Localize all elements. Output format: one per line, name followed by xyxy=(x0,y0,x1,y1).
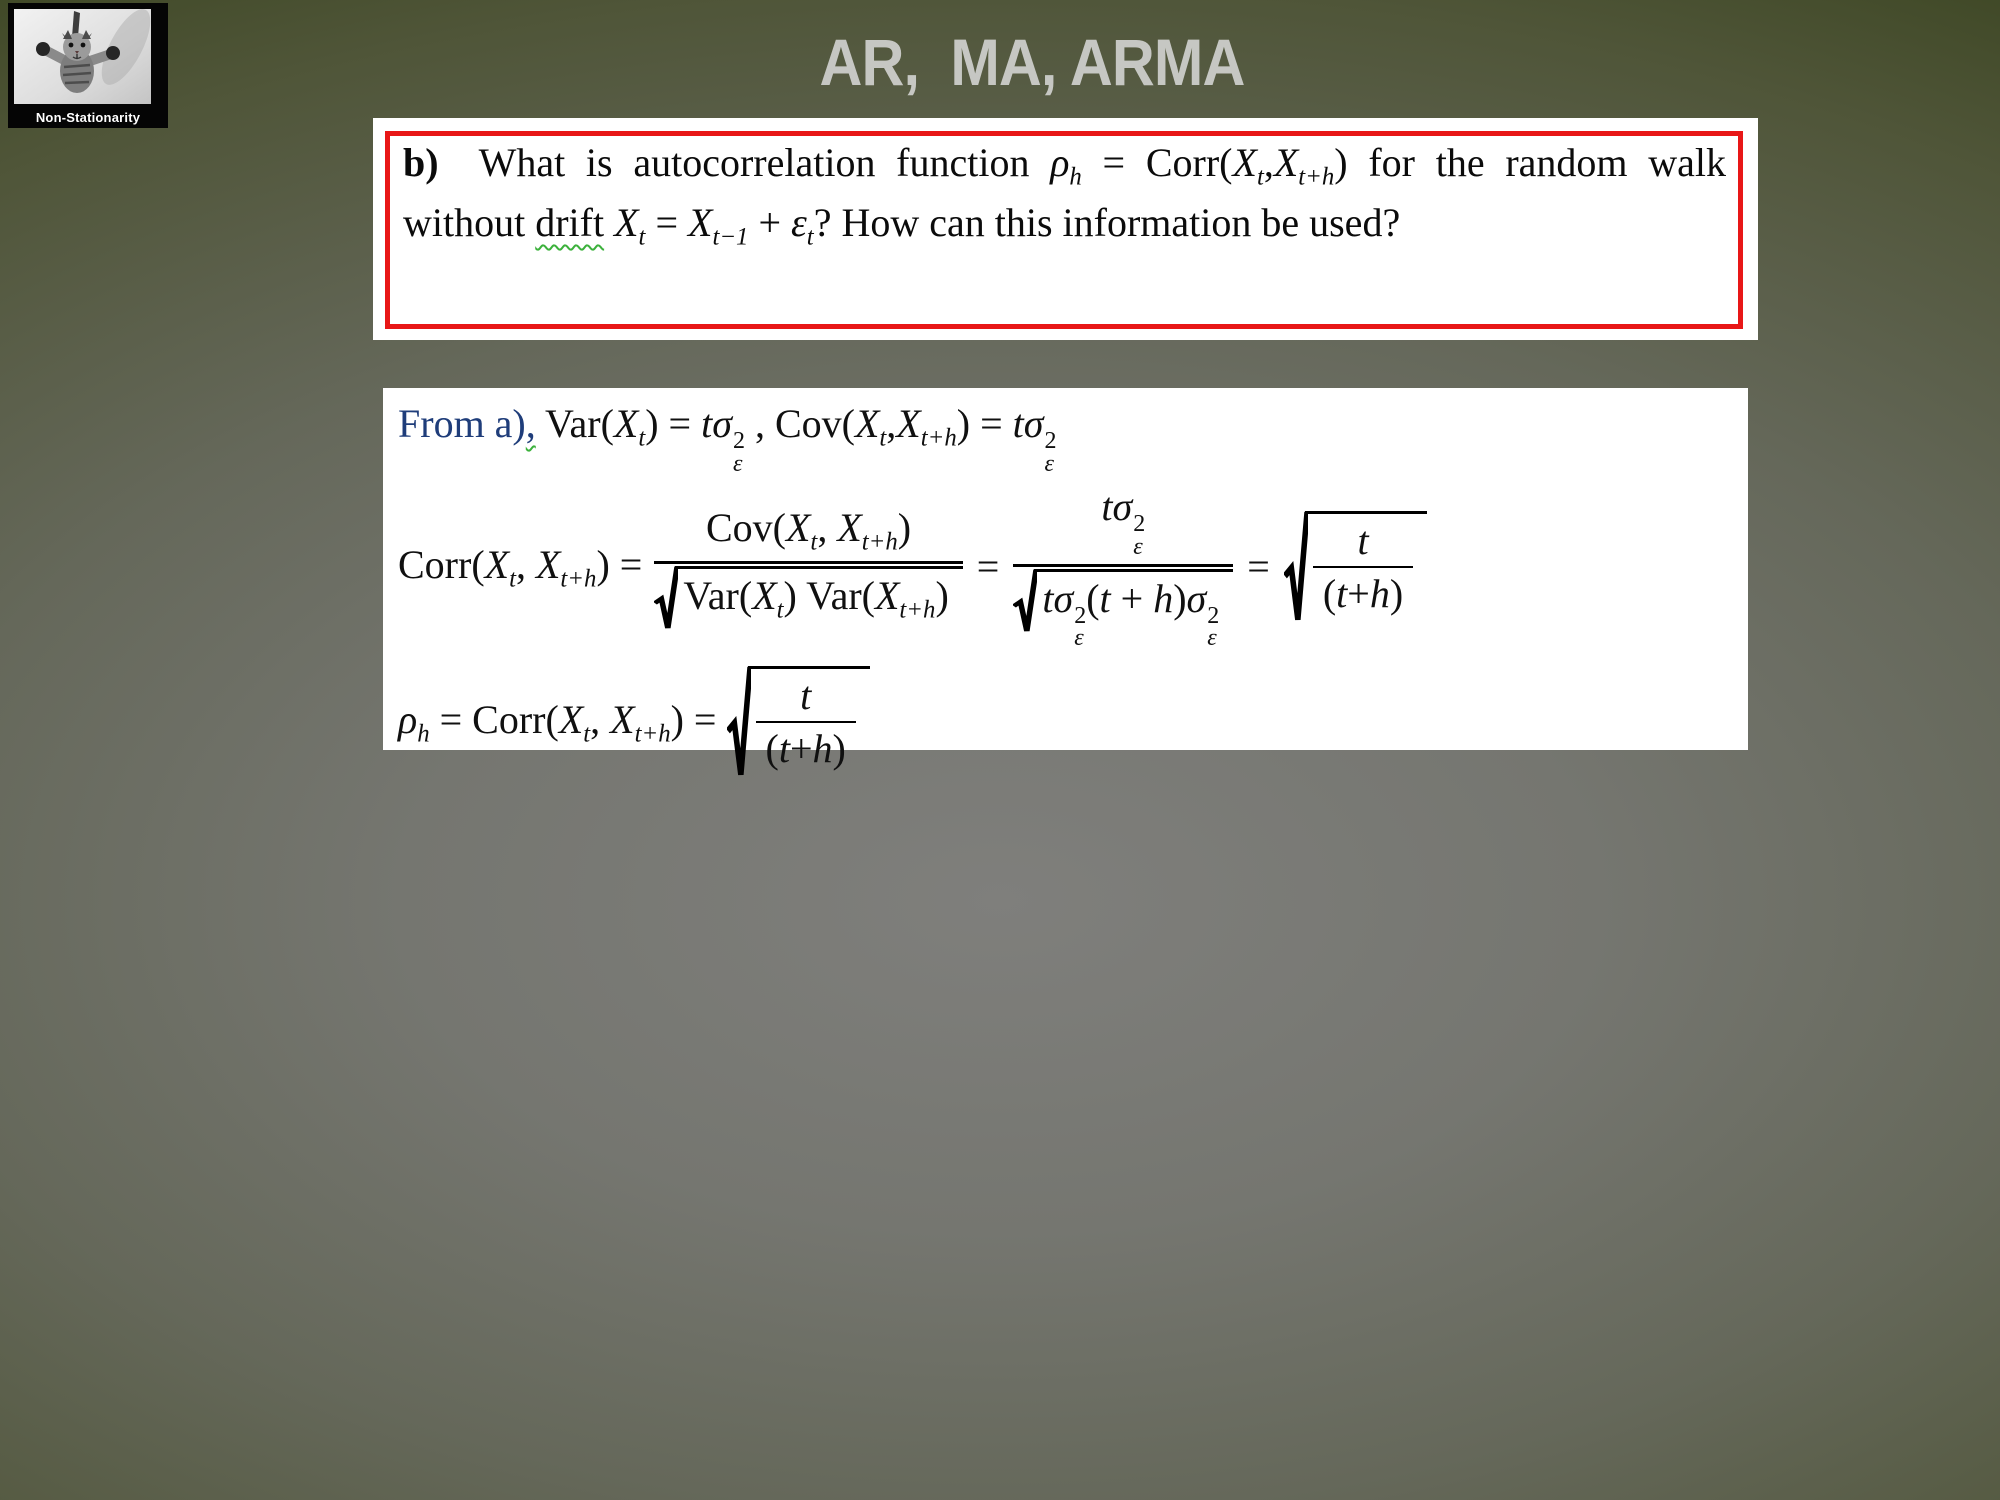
falling-cat-photo xyxy=(14,9,151,104)
t-over-th-fraction: t ( t + h ) xyxy=(1313,517,1413,617)
sqrt-t-over-th xyxy=(727,666,870,778)
fraction-denominator xyxy=(1013,564,1233,650)
t-over-th-fraction: t ( t + h ) xyxy=(756,672,856,772)
fraction-numerator: $Cov(X_t$, $X_{t+h}$) xyxy=(705,505,912,556)
nonstationarity-logo xyxy=(8,3,168,128)
sqrt-t-over-th xyxy=(1284,511,1427,623)
question-box xyxy=(373,118,1758,340)
rho-lhs: $\rho_h$ = $Corr(X_t$, $X_{t+h}$) = xyxy=(398,697,717,749)
question-text: b) What is autocorrelation function $\rho_h$ = $Corr(X_t,X_{t+h})$ for the random walk without drift $X_t = X_{t-1} + \varepsilon_t$? How can this information be used? xyxy=(403,140,1726,251)
sqrt-expression: $Var(X_t)$ $Var(X_{t+h})$ xyxy=(654,566,962,630)
solution-box xyxy=(383,388,1748,772)
solution-line-2 xyxy=(398,483,1748,650)
slide-title: AR, MA, ARMA xyxy=(819,25,1245,99)
cov-over-var-fraction xyxy=(654,504,962,629)
equals-sign: = xyxy=(976,544,1000,590)
cat-illustration xyxy=(14,9,151,104)
solution-line-1: From a), $Var(X_t) = t\sigma$ 2 ε , $Cov(X_t,X_{t+h}) = t\sigma$ 2 ε xyxy=(398,401,1057,477)
logo-caption: Non-Stationarity xyxy=(35,110,141,125)
sqrt-expression: tσ 2 ε (t + h)σ 2 ε xyxy=(1013,569,1233,650)
fraction-numerator: tσ 2 ε xyxy=(1101,484,1146,560)
corr-lhs: $Corr(X_t$, $X_{t+h}$) = xyxy=(398,542,643,593)
tsigma-fraction xyxy=(1013,483,1233,650)
fraction-denominator xyxy=(654,561,962,630)
solution-line-3 xyxy=(398,666,1748,778)
equals-sign: = xyxy=(1247,544,1270,590)
